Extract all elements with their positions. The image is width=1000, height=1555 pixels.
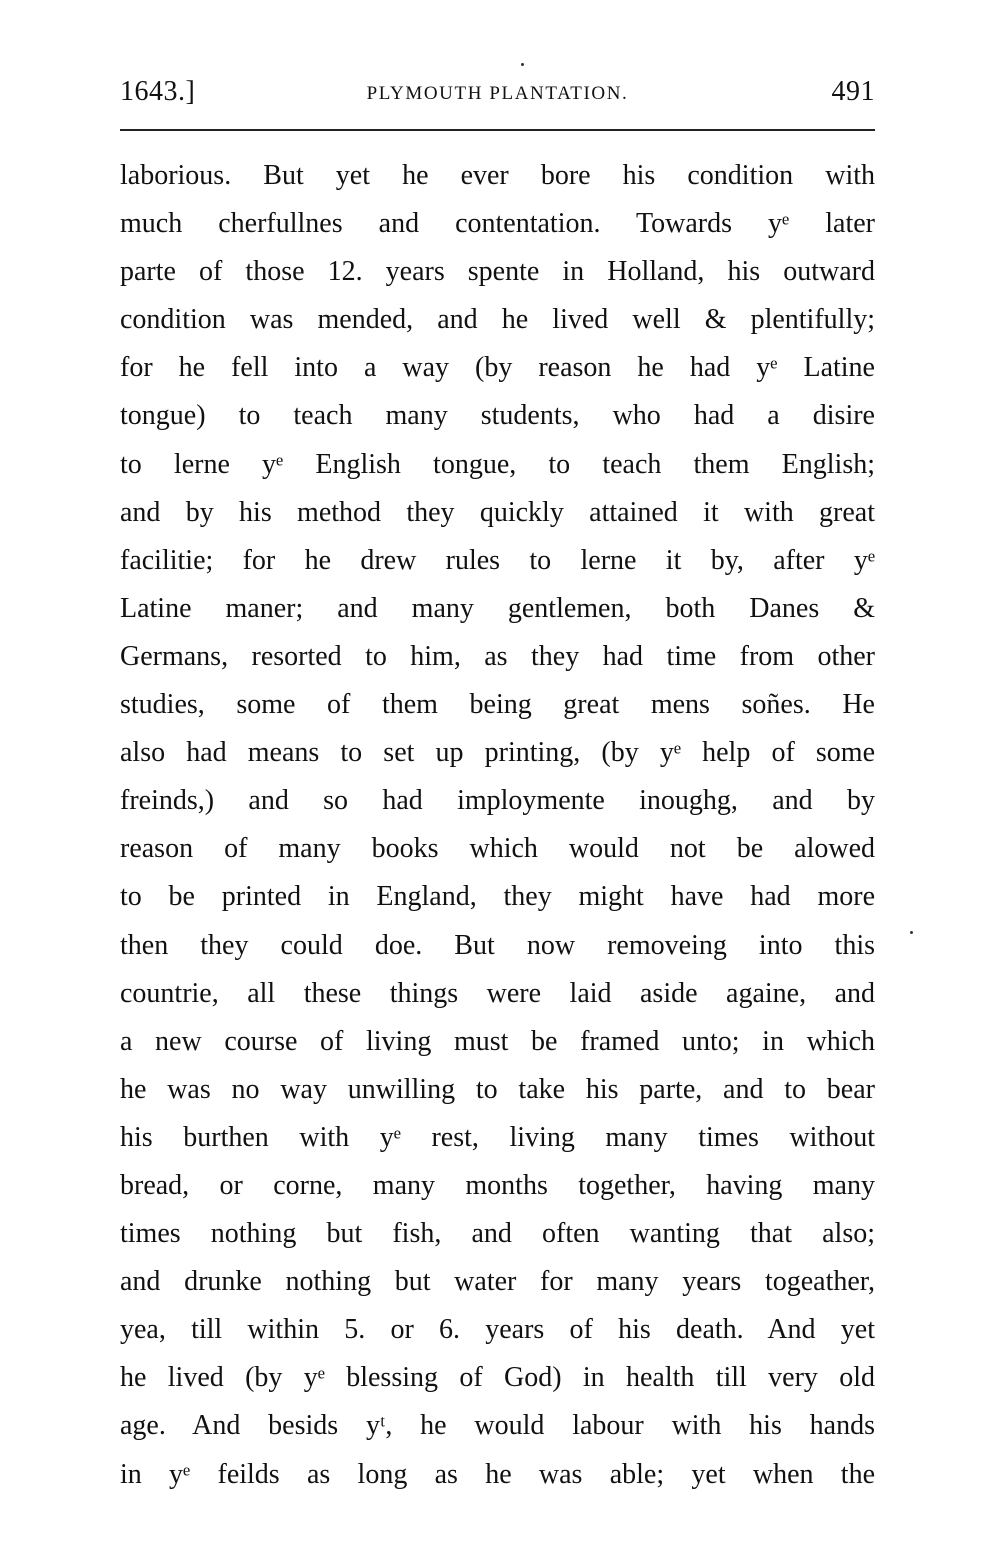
text-line: bread, or corne, many months together, having many xyxy=(120,1169,875,1201)
text-line: for he fell into a way (by reason he had yᵉ Latine xyxy=(120,352,875,384)
text-line: times nothing but fish, and often wanting that also; xyxy=(120,1218,875,1250)
text-line: studies, some of them being great mens soñes. He xyxy=(120,689,875,721)
text-line: in yᵉ feilds as long as he was able; yet when the xyxy=(120,1458,875,1490)
header-rule xyxy=(120,129,875,131)
text-line: to lerne yᵉ English tongue, to teach them English; xyxy=(120,448,875,480)
text-line: freinds,) and so had imploymente inoughg, and by xyxy=(120,785,875,817)
print-speck xyxy=(910,931,913,934)
text-line: he was no way unwilling to take his parte, and to bear xyxy=(120,1073,875,1105)
text-line: his burthen with yᵉ rest, living many times without xyxy=(120,1121,875,1153)
text-line: and by his method they quickly attained it with great xyxy=(120,496,875,528)
text-line: he lived (by yᵉ blessing of God) in health till very old xyxy=(120,1362,875,1394)
body-text xyxy=(120,152,875,1499)
running-header xyxy=(120,76,875,110)
page-number: 491 xyxy=(831,76,875,107)
text-line: parte of those 12. years spente in Holland, his outward xyxy=(120,256,875,288)
text-line: and drunke nothing but water for many years togeather, xyxy=(120,1266,875,1298)
text-line: much cherfullnes and contentation. Towards yᵉ later xyxy=(120,208,875,240)
text-line: a new course of living must be framed unto; in which xyxy=(120,1025,875,1057)
text-line: laborious. But yet he ever bore his condition with xyxy=(120,160,875,191)
text-line: age. And besids yᵗ, he would labour with his hands xyxy=(120,1410,875,1442)
header-year: 1643.] xyxy=(120,76,196,107)
print-speck xyxy=(521,63,524,66)
header-title: PLYMOUTH PLANTATION. xyxy=(366,83,629,104)
text-line: condition was mended, and he lived well & plentifully; xyxy=(120,304,875,336)
text-line: Latine maner; and many gentlemen, both Danes & xyxy=(120,592,875,624)
text-line: countrie, all these things were laid aside againe, and xyxy=(120,977,875,1009)
text-line: Germans, resorted to him, as they had time from other xyxy=(120,640,875,672)
text-line: tongue) to teach many students, who had a disire xyxy=(120,400,875,432)
text-line: to be printed in England, they might have had more xyxy=(120,881,875,913)
text-line: facilitie; for he drew rules to lerne it by, after yᵉ xyxy=(120,544,875,576)
text-line: reason of many books which would not be alowed xyxy=(120,833,875,865)
text-line: then they could doe. But now removeing into this xyxy=(120,929,875,961)
text-line: also had means to set up printing, (by yᵉ help of some xyxy=(120,737,875,769)
text-line: yea, till within 5. or 6. years of his death. And yet xyxy=(120,1314,875,1346)
